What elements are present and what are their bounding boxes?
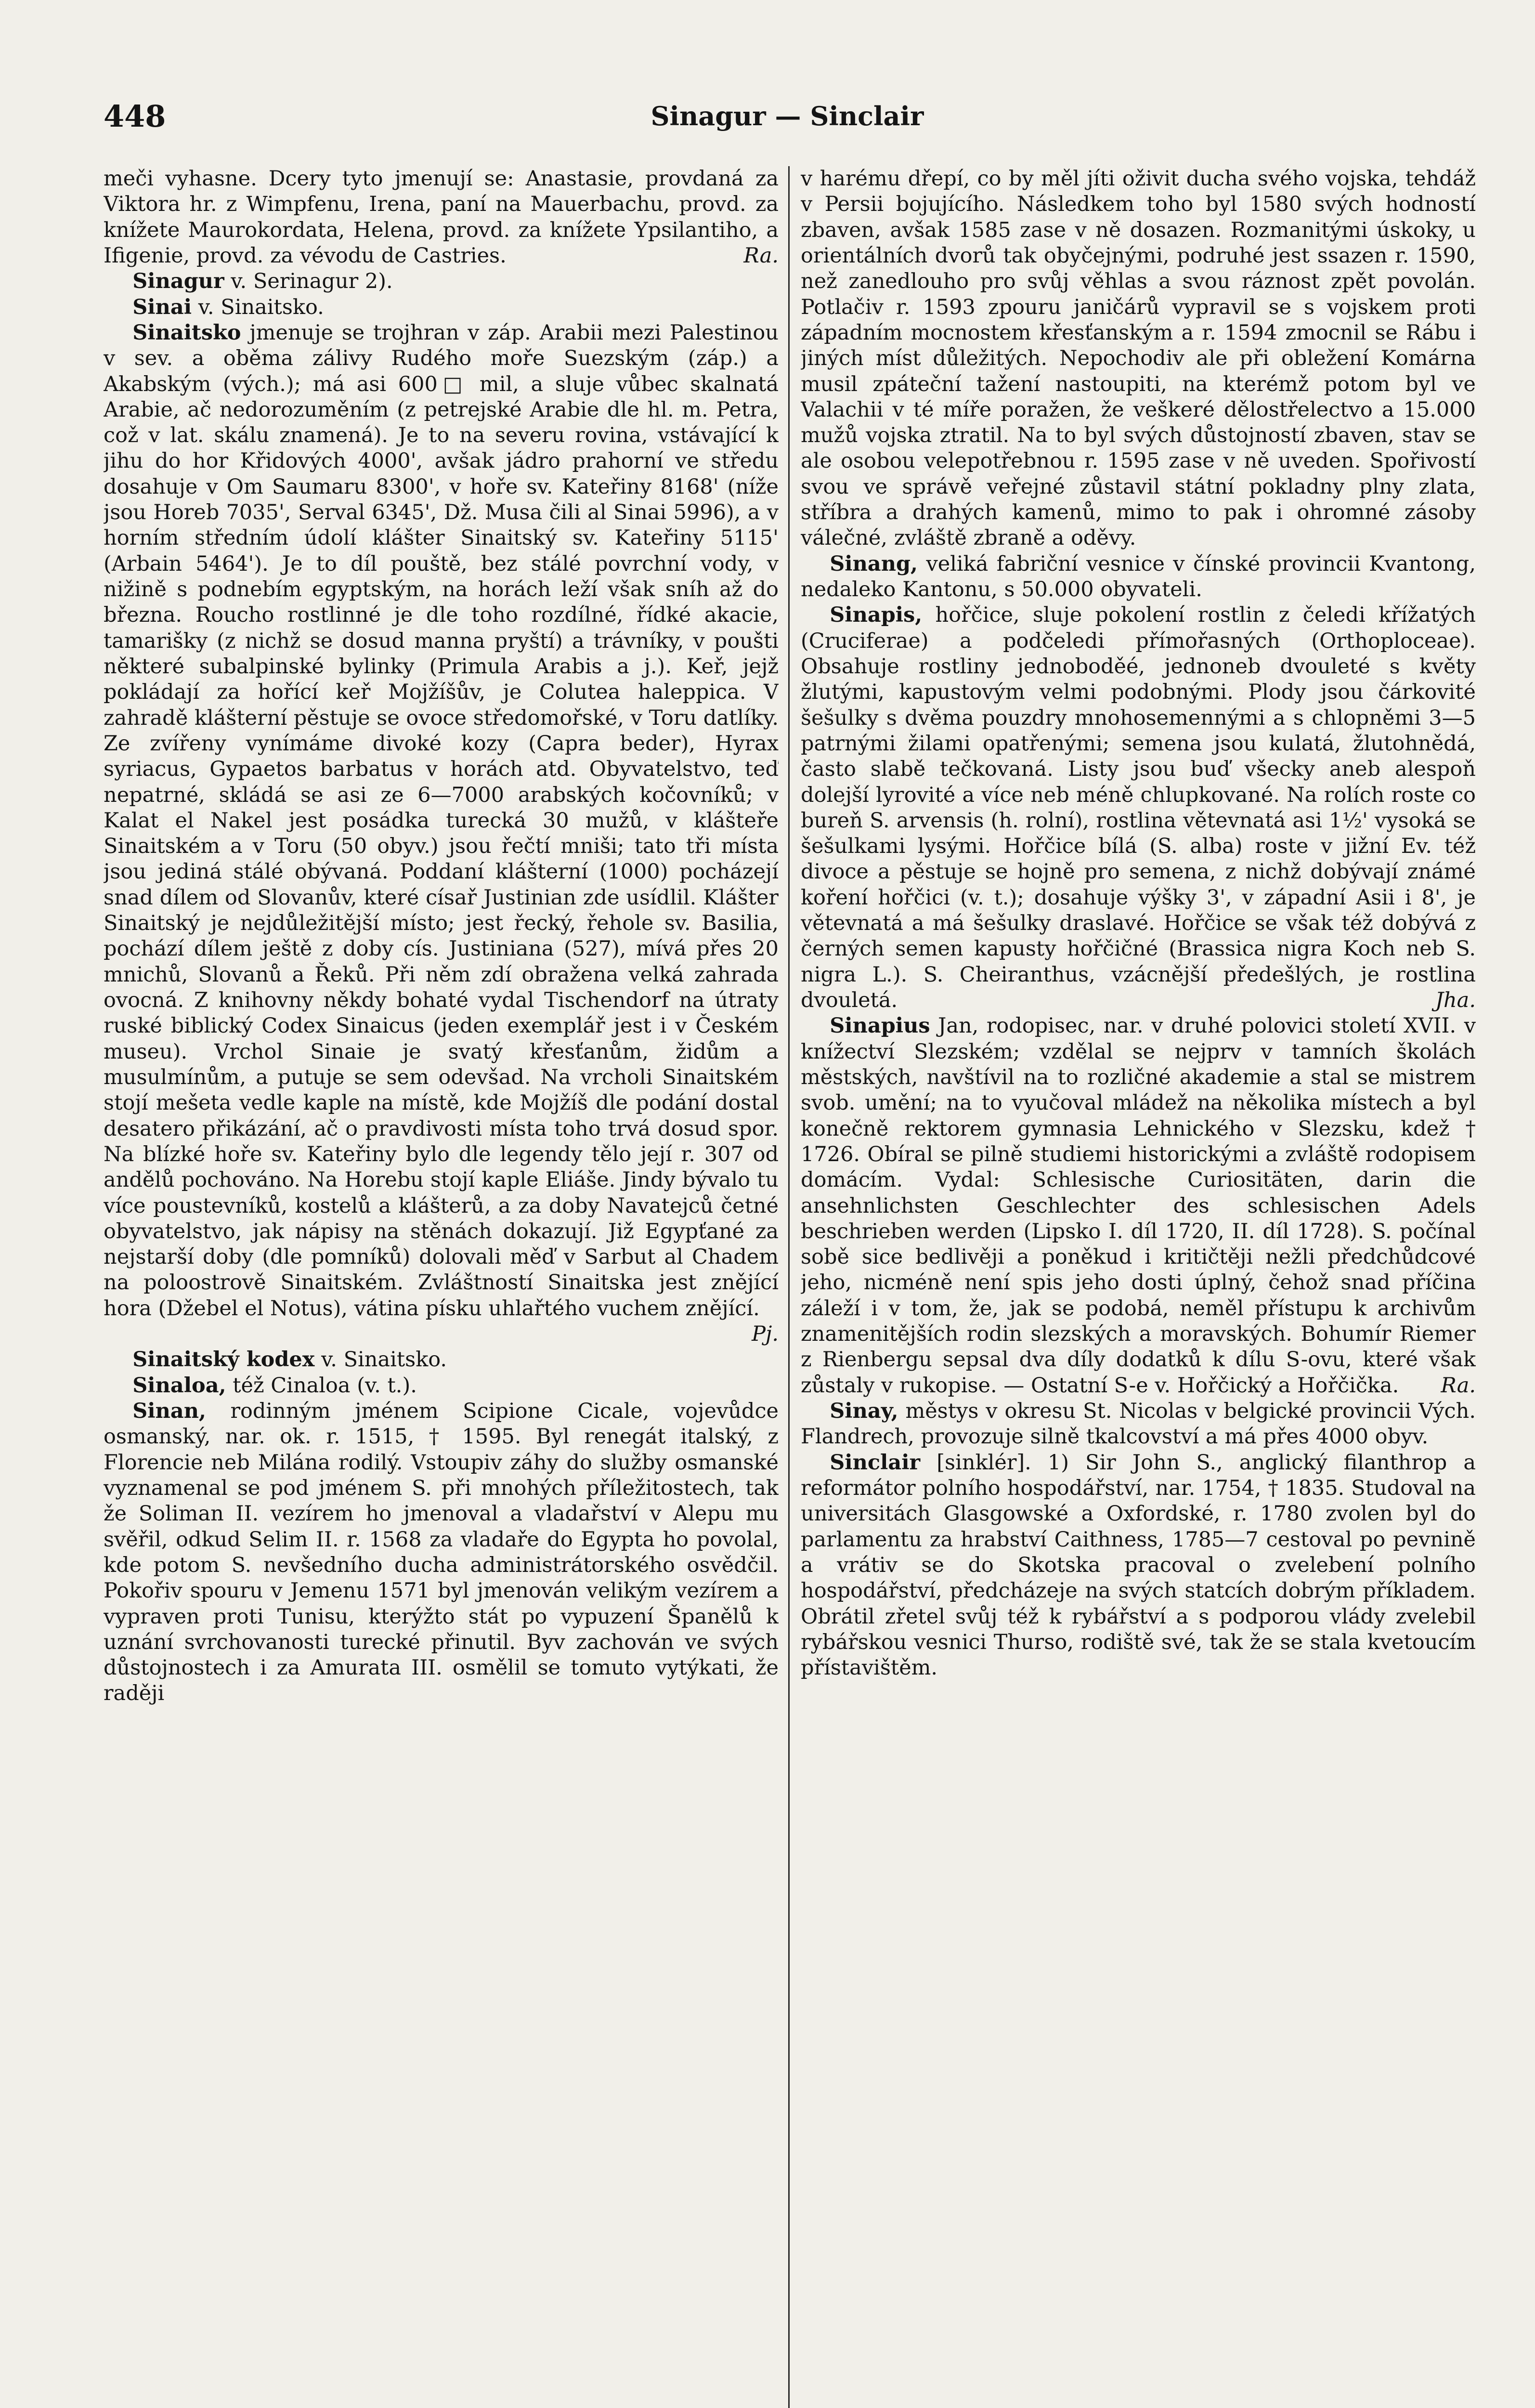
entry-headword: Sinclair <box>830 1450 921 1475</box>
dictionary-entry <box>801 1450 1476 1681</box>
entry-text: jmenuje se trojhran v záp. Arabii mezi Palestinou v sev. a oběma zálivy Rudého moře Suezským (záp.) a Akabským (vých.); má asi 600□ mil, a sluje vůbec skalnatá Arabie, ač nedorozuměním (z petrejské Arabie dle hl. m. Petra, což v lat. skálu znamená). Je to na severu rovina, vstávající k jihu do hor Křidových 4000', avšak jádro prahorní ve středu dosahuje v Om Saumaru 8300', v hoře sv. Kateřiny 8168' (níže jsou Horeb 7035', Serval 6345', Dž. Musa čili al Sinai 5996), a v horním středním údolí klášter Sinaitský sv. Kateřiny 5115' (Arbain 5464'). Je to díl pouště, bez stálé povrchní vody, v nižině s podnebím egyptským, na horách leží však sníh až do března. Rouchо rostlinné je dle toho rozdílné, řídké akacie, tamarišky (z nichž se dosud manna pryští) a trávníky, v poušti některé subalpinské bylinky (Primula Arabis a j.). Keř, jejž pokládají za hořící keř Mojžíšův, je Colutea haleppica. V zahradě klášterní pěstuje se ovoce středomořské, v Toru datlíky. Ze zvířeny vynímáme divoké kozy (Capra beder), Hyrax syriacus, Gypaetos barbatus v horách atd. Obyvatelstvo, teď nepatrné, skládá se asi ze 6—7000 arabských kočovníků; v Kalat el Nakel jest posádka turecká 30 mužů, v klášteře Sinaitském a v Toru (50 obyv.) jsou řečtí mniši; tato tři místa jsou jediná stálé obývaná. Poddaní klášterní (1000) pocházejí snad dílem od Slovanův, které císař Justinian zde usídlil. Klášter Sinaitský je nejdůležitější místo; jest řecký, řehole sv. Basilia, pochází dílem ještě z doby cís. Justiniana (527), mívá přes 20 mnichů, Slovanů a Řeků. Při něm zdí obražena velká zahrada ovocná. Z knihovny někdy bohaté vydal Tischendorf na útraty ruské biblický Codex Sinaicus (jeden exemplář jest i v Českém museu). Vrchol Sinaie je svatý křesťanům, židům a musulmínům, a putuje se sem odevšad. Na vrcholi Sinaitském stojí mešeta vedle kaple na místě, kde Mojžíš dle podání dostal desatero přikázání, ač o pravdivosti místa toho trvá dosud spor. Na blízké hoře sv. Kateřiny bylo dle legendy tělo její r. 307 od andělů pochováno. Na Horebu stojí kaple Eliáše. Jindy bývalo tu více poustevníků, kostelů a klášterů, a za doby Navatejců četné obyvatelstvo, jak nápisy na stěnách dokazují. Již Egypťané za nejstarší doby (dle pomníků) dolovali měď v Sarbut al Chadem na poloostrově Sinaitském. Zvláštností Sinaitska jest znějící hora (Džebel el Notus), vátina písku uhlařtého vuchem znějící. <box>104 320 779 1321</box>
entry-text: též Cinaloa (v. t.). <box>233 1373 417 1398</box>
entry-text: Jan, rodopisec, nar. v druhé polovici století XVII. v knížectví Slezském; vzdělal se nejprv v tamních školách městských, navštívil na to rozličné akademie a stal se mistrem svob. umění; na to vyučoval mládež na několika místech a byl konečně rektorem gymnasia Lehnického v Slezsku, kdež † 1726. Obíral se pilně studiemi historickými a zvláště rodopisem domácím. Vydal: Schlesische Curiositäten, darin die ansehnlichsten Geschlechter des schlesischen Adels beschrieben werden (Lipsko I. díl 1720, II. díl 1728). S. počínal sobě sice bedlivěji a poněkud i kritičtěji nežli předchůdcové jeho, nicméně není spis jeho dosti úplný, čehož snad příčina záleží i v tom, že, jak se podobá, neměl přístupu k archivům znamenitějších rodin slezských a moravských. Bohumír Riemer z Rienbergu sepsal dva díly dodatků k dílu S-ovu, které však zůstaly v rukopise. — Ostatní S-e v. Hořčický a Hořčička. <box>801 1014 1476 1398</box>
entry-headword: Sinapius <box>830 1014 930 1038</box>
dictionary-entry <box>104 1373 779 1399</box>
entry-headword: Sinay, <box>830 1399 898 1423</box>
entry-continuation <box>104 166 779 269</box>
entry-text: [sinklér]. 1) Sir John S., anglický filanthrop a reformátor polního hospodářství, nar. 1754, † 1835. Studoval na universitách Glasgowské a Oxfordské, r. 1780 zvolen byl do parlamentu za hrabství Caithness, 1785—7 cestoval po pevnině a vrátiv se do Skotska pracoval o zvelebení polního hospodářství, předcházeje na svých statcích dobrým příkladem. Obrátil zřetel svůj též k rybářství a s podporou vlády zvelebil rybářskou vesnici Thurso, rodiště své, tak že se stala kvetoucím přístavištěm. <box>801 1450 1476 1680</box>
dictionary-entry <box>104 1399 779 1707</box>
entry-headword: Sinang, <box>830 551 918 576</box>
dictionary-entry <box>104 320 779 1348</box>
dictionary-entry <box>801 602 1476 1013</box>
entry-text: rodinným jménem Scipione Cicale, vojevůdce osmanský, nar. ok. r. 1515, † 1595. Byl renegát italský, z Florencie neb Milána rodilý. Vstoupiv záhy do služby osmanské vyznamenal se pod jménem S. při mnohých příležitostech, tak že Soliman II. vezírem ho jmenoval a vladařství v Alepu mu svěřil, odkud Selim II. r. 1568 za vladaře do Egypta ho povolal, kde potom S. nevšedního ducha administrátorského osvědčil. Pokořiv spouru v Jemenu 1571 byl jmenován velikým vezírem a vypraven proti Tunisu, kterýžto stát po vypuzení Španělů k uznání svrchovanosti turecké přinutil. Byv zachován ve svých důstojnostech i za Amurata III. osmělil se tomuto vytýkati, že raději <box>104 1399 779 1706</box>
left-column <box>104 166 779 2408</box>
entry-text: hořčice, sluje pokolení rostlin z čeledi křížatých (Cruciferae) a podčeledi přímořasných (Orthoploceae). Obsahuje rostliny jednoboděé, jednoneb dvouleté s květy žlutými, kapustovým velmi podobnými. Plody jsou čárkovité šešulky s dvěma pouzdry mnohosemennými a s chlopněmi 3—5 patrnými žilami opatřenými; semena jsou kulatá, žlutohnědá, často slabě tečkovaná. Listy jsou buď všecky aneb alespoň dolejší lyrovité a více neb méně chlupkované. Na rolích roste co bureň S. arvensis (h. rolní), rostlina větevnatá asi 1½' vysoká se šešulkami lysými. Hořčice bílá (S. alba) roste v jižní Ev. též divoce a pěstuje se hojně pro semena, z nichž dobývají známé koření hořčici (v. t.); dosahuje výšky 3', v západní Asii i 8', je větevnatá a má šešulky draslavé. Hořčice se však též dobývá z černých semen kapusty hořčičné (Brassica nigra Koch neb S. nigra L.). S. Cheiranthus, vzácnější předešlých, je rostlina dvouletá. <box>801 603 1476 1012</box>
dictionary-entry <box>104 269 779 294</box>
right-column <box>801 166 1476 2408</box>
author-signature: Pj. <box>752 1322 779 1347</box>
author-signature: Ra. <box>743 243 779 268</box>
page-header <box>104 99 1471 152</box>
column-divider <box>788 166 790 2408</box>
dictionary-entry <box>801 1013 1476 1399</box>
entry-headword: Sinai <box>132 295 192 319</box>
dictionary-entry <box>104 1347 779 1373</box>
entry-continuation <box>801 166 1476 551</box>
author-signature: Jha. <box>1435 988 1476 1012</box>
entry-text: v. Sinaitsko. <box>198 295 324 319</box>
entry-headword: Sinaloa, <box>132 1373 226 1398</box>
entry-headword: Sinapis, <box>830 603 923 628</box>
dictionary-entry <box>801 551 1476 603</box>
entry-text: v. Sinaitsko. <box>321 1348 447 1372</box>
entry-headword: Sinaitsko <box>132 320 241 345</box>
entry-headword: Sinaitský kodex <box>132 1348 315 1372</box>
page-number: 448 <box>104 99 166 134</box>
dictionary-entry <box>801 1399 1476 1450</box>
entry-text: meči vyhasne. Dcery tyto jmenují se: Anastasie, provdaná za Viktora hr. z Wimpfenu, Irena, paní na Mauerbachu, provd. za knížete Maurokordata, Helena, provd. za knížete Ypsilantiho, a Ifigenie, provd. za vévodu de Castries. <box>104 167 779 268</box>
entry-headword: Sinan, <box>132 1399 206 1423</box>
author-signature: Ra. <box>1441 1373 1476 1398</box>
dictionary-entry <box>104 295 779 320</box>
entry-text: v. Serinagur 2). <box>231 269 393 294</box>
entry-text: v harému dřepí, co by měl jíti oživit ducha svého vojska, tehdáž v Persii bojujícího. Následkem toho byl 1580 svých hodností zbaven, avšak 1585 zase v ně dosazen. Rozmanitými úskoky, u orientálních dvorů tak obyčejnými, podruhé jest ssazen r. 1590, než zanedlouho pro svůj věhlas a svou ráznost zpět povolán. Potlačiv r. 1593 zpouru janičárů vypravil se s vojskem proti západním mocnostem křesťanským a r. 1594 zmocnil se Rábu i jiných míst důležitých. Nepochodiv ale při obležení Komárna musil zpáteční tažení nastoupiti, na kterémž potom byl ve Valachii v té míře poražen, že veškeré dělostřelectvo a 15.000 mužů vojska ztratil. Na to byl svých důstojností zbaven, stav se ale osobou velepotřebnou r. 1595 zase v ně uveden. Spořivostí svou ve správě veřejné zůstavil státní pokladny plny zlata, stříbra a drahých kamenů, mimo to pak i ohromné zásoby válečné, zvláště zbraně a oděvy. <box>801 167 1476 550</box>
entry-text: veliká fabriční vesnice v čínské provincii Kvantong, nedaleko Kantonu, s 50.000 obyvateli. <box>801 551 1476 602</box>
entry-text: městys v okresu St. Nicolas v belgické provincii Vých. Flandrech, provozuje silně tkalcovství a má přes 4000 obyv. <box>801 1399 1476 1449</box>
running-head: Sinagur — Sinclair <box>650 101 924 131</box>
entry-headword: Sinagur <box>132 269 224 294</box>
